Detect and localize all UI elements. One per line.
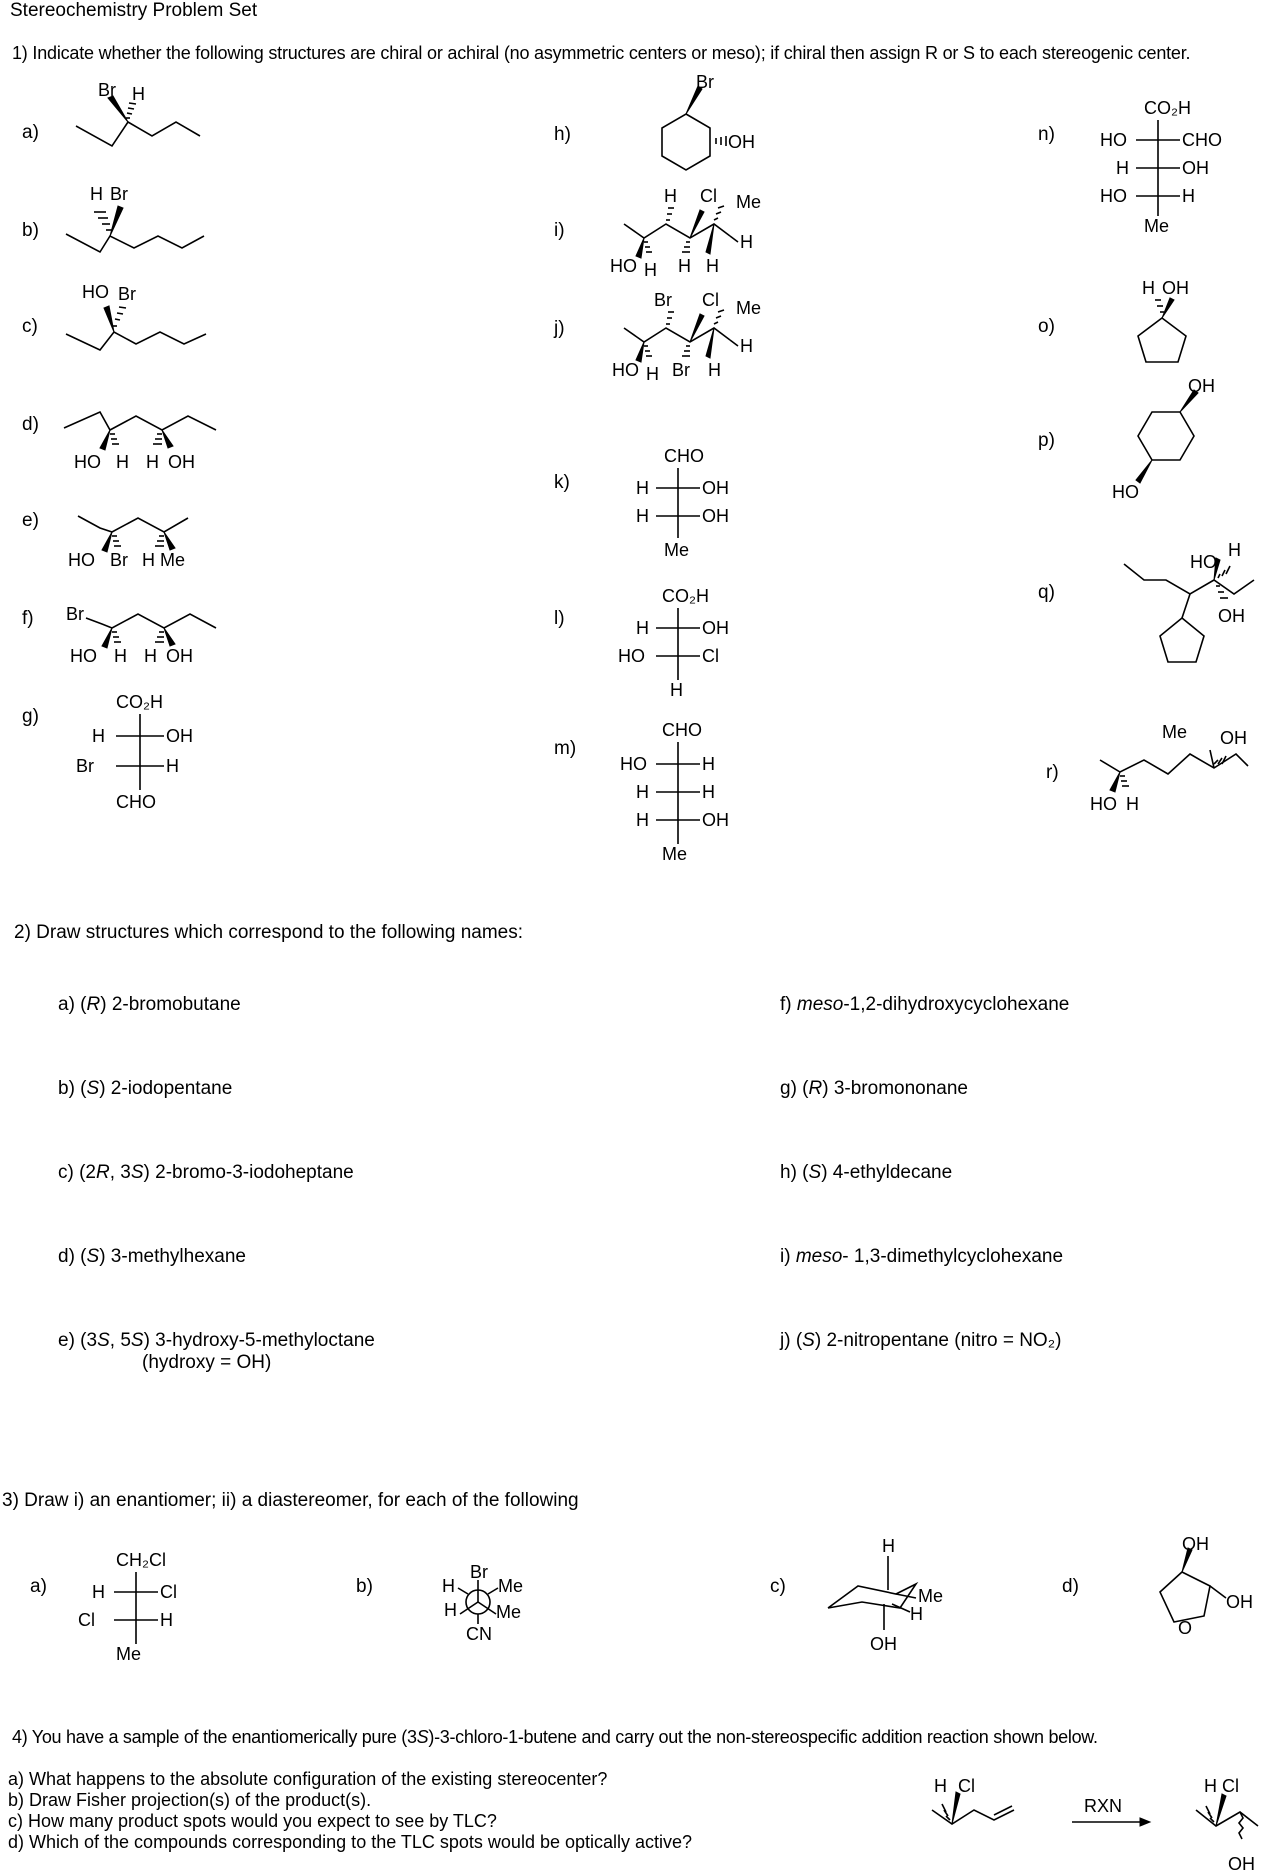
q1-prompt: 1) Indicate whether the following structures are chiral or achiral (no asymmetric centers or meso); if chiral then assign R or S to each stereogenic center.: [12, 43, 1191, 63]
q3-b-me1: Me: [498, 1576, 524, 1596]
q4-question: b) Draw Fisher projection(s) of the product(s).: [8, 1790, 372, 1810]
q3-c-h2: H: [910, 1604, 923, 1624]
structure-m-r1r: H: [702, 754, 715, 774]
structure-i-h-top: H: [664, 186, 677, 206]
structure-k-r2r: OH: [702, 506, 729, 526]
structure-c-br: Br: [118, 284, 136, 304]
q1-label-f: f): [22, 608, 34, 629]
q3-b-me2: Me: [496, 1602, 522, 1622]
structure-i-h-right: H: [740, 232, 753, 252]
q4-arrow-label: RXN: [1084, 1796, 1123, 1816]
structure-l-top: CO₂H: [662, 586, 709, 606]
structure-i-h-b2: H: [644, 260, 657, 280]
q3-label-d: d): [1062, 1576, 1079, 1597]
structure-f-ho: HO: [70, 646, 97, 666]
structure-e-h: H: [142, 550, 155, 570]
q1-label-r: r): [1046, 762, 1059, 783]
q4-reactant-cl: Cl: [958, 1776, 975, 1796]
structure-e: [60, 500, 220, 570]
q1-label-l: l): [554, 608, 565, 629]
q2-item: e) (3S, 5S) 3-hydroxy-5-methyloctane (hydroxy = OH): [58, 1330, 375, 1373]
structure-b-h: H: [90, 184, 103, 204]
structure-j: [610, 284, 780, 384]
structure-r-oh: OH: [1220, 728, 1247, 748]
structure-c-ho: HO: [82, 282, 109, 302]
structure-o-h: H: [1142, 278, 1155, 298]
q1-label-q: q): [1038, 582, 1055, 603]
structure-f-h2: H: [144, 646, 157, 666]
structure-n-r2l: H: [1116, 158, 1129, 178]
structure-d: [60, 404, 220, 474]
q4-product-cl: Cl: [1222, 1776, 1239, 1796]
structure-n-r3r: H: [1182, 186, 1195, 206]
structure-n-r1r: CHO: [1182, 130, 1222, 150]
structure-d-ho: HO: [74, 452, 101, 472]
q2-item: a) (R) 2-bromobutane: [58, 994, 241, 1015]
structure-m-top: CHO: [662, 720, 702, 740]
structure-a: [70, 80, 210, 160]
structure-g-r2l: Br: [76, 756, 94, 776]
q3-b-br: Br: [470, 1562, 488, 1582]
structure-m-r3r: OH: [702, 810, 729, 830]
structure-r-h: H: [1126, 794, 1139, 814]
q3-d-oh1: OH: [1182, 1534, 1209, 1554]
q1-label-d: d): [22, 414, 39, 435]
structure-g-top: CO₂H: [116, 692, 163, 712]
structure-i-cl: Cl: [700, 186, 717, 206]
q4-question: d) Which of the compounds corresponding to the TLC spots would be optically active?: [8, 1832, 693, 1852]
structure-l-r1l: H: [636, 618, 649, 638]
q3-structure-d: [1130, 1536, 1270, 1646]
q1-label-o: o): [1038, 316, 1055, 337]
q1-label-h: h): [554, 124, 571, 145]
structure-m-r2r: H: [702, 782, 715, 802]
q3-a-top: CH₂Cl: [116, 1550, 166, 1570]
q3-structure-a: [70, 1546, 200, 1676]
q1-label-p: p): [1038, 430, 1055, 451]
structure-i-h-b3: H: [678, 256, 691, 276]
q4-product-oh: OH: [1228, 1854, 1255, 1874]
structure-j-h-right: H: [740, 336, 753, 356]
structure-j-h-b4: H: [708, 360, 721, 380]
q3-label-b: b): [356, 1576, 373, 1597]
q4-question: c) How many product spots would you expect to see by TLC?: [8, 1811, 497, 1831]
structure-p: [1090, 376, 1220, 506]
structure-j-br-bottom: Br: [672, 360, 690, 380]
q4-prompt: 4) You have a sample of the enantiomerically pure (3S)-3-chloro-1-butene and carry out the non-stereospecific addition reaction shown below.: [12, 1727, 1098, 1747]
q3-a-bottom: Me: [116, 1644, 142, 1664]
q3-d-oh2: OH: [1226, 1592, 1253, 1612]
q2-item: g) (R) 3-bromononane: [780, 1078, 968, 1099]
q4-reactant-h: H: [934, 1776, 947, 1796]
structure-p-oh: OH: [1188, 376, 1215, 396]
q3-c-h: H: [882, 1536, 895, 1556]
page-title: Stereochemistry Problem Set: [10, 0, 258, 21]
structure-k: [630, 442, 760, 562]
structure-f-h1: H: [114, 646, 127, 666]
structure-r: [1090, 720, 1260, 820]
q1-label-i: i): [554, 220, 565, 241]
structure-h-br: Br: [696, 72, 714, 92]
structure-a-br: Br: [98, 80, 116, 100]
structure-c: [60, 276, 210, 356]
q4-arrow: [1070, 1792, 1170, 1832]
structure-i-me: Me: [736, 192, 762, 212]
structure-n-r1l: HO: [1100, 130, 1127, 150]
structure-n-top: CO₂H: [1144, 98, 1191, 118]
structure-m-r1l: HO: [620, 754, 647, 774]
structure-o-oh: OH: [1162, 278, 1189, 298]
structure-n: [1090, 94, 1240, 244]
structure-n-r3l: HO: [1100, 186, 1127, 206]
q3-a-r2l: Cl: [78, 1610, 95, 1630]
structure-m-r2l: H: [636, 782, 649, 802]
structure-f: [60, 598, 220, 668]
structure-m-r3l: H: [636, 810, 649, 830]
structure-g-r1l: H: [92, 726, 105, 746]
structure-q-h: H: [1228, 540, 1241, 560]
q3-c-me: Me: [918, 1586, 944, 1606]
structure-f-br: Br: [66, 604, 84, 624]
q2-item: f) meso-1,2-dihydroxycyclohexane: [780, 994, 1070, 1015]
q1-label-a: a): [22, 122, 39, 143]
structure-f-oh: OH: [166, 646, 193, 666]
structure-k-top: CHO: [664, 446, 704, 466]
q3-a-r1r: Cl: [160, 1582, 177, 1602]
structure-g-r1r: OH: [166, 726, 193, 746]
q3-b-h1: H: [442, 1576, 455, 1596]
q4-question: a) What happens to the absolute configuration of the existing stereocenter?: [8, 1769, 608, 1789]
structure-l: [610, 584, 750, 704]
structure-j-br-top: Br: [654, 290, 672, 310]
q3-b-h2: H: [444, 1600, 457, 1620]
q3-structure-c: [810, 1534, 980, 1654]
q1-label-j: j): [554, 318, 565, 339]
q3-c-oh: OH: [870, 1634, 897, 1654]
q4-product-h: H: [1204, 1776, 1217, 1796]
q1-label-n: n): [1038, 124, 1055, 145]
structure-g: [60, 690, 193, 820]
structure-o: [1110, 276, 1220, 376]
q1-label-e: e): [22, 510, 39, 531]
q2-item: j) (S) 2-nitropentane (nitro = NO₂): [780, 1330, 1062, 1351]
structure-n-r2r: OH: [1182, 158, 1209, 178]
q4-reactant: [920, 1770, 1040, 1850]
q3-d-o: O: [1178, 1618, 1193, 1638]
structure-d-h1: H: [116, 452, 129, 472]
structure-d-h2: H: [146, 452, 159, 472]
structure-m: [610, 718, 750, 868]
q3-a-r1l: H: [92, 1582, 105, 1602]
structure-l-bottom: H: [670, 680, 683, 700]
q2-item: c) (2R, 3S) 2-bromo-3-iodoheptane: [58, 1162, 354, 1183]
q3-b-cn: CN: [466, 1624, 492, 1644]
q2-item-note: (hydroxy = OH): [142, 1352, 272, 1373]
q1-label-k: k): [554, 472, 570, 493]
structure-k-r1l: H: [636, 478, 649, 498]
structure-g-bottom: CHO: [116, 792, 156, 812]
structure-n-bottom: Me: [1144, 216, 1170, 236]
structure-q: [1110, 540, 1270, 690]
structure-d-oh: OH: [168, 452, 195, 472]
structure-b: [60, 180, 210, 260]
structure-k-bottom: Me: [664, 540, 690, 560]
structure-l-r1r: OH: [702, 618, 729, 638]
q1-label-c: c): [22, 316, 38, 337]
q3-structure-b: [430, 1550, 540, 1650]
structure-m-bottom: Me: [662, 844, 688, 864]
q3-a-r2r: H: [160, 1610, 173, 1630]
structure-b-br: Br: [110, 184, 128, 204]
structure-h-oh: OH: [728, 132, 755, 152]
structure-h: [630, 74, 770, 184]
q3-label-a: a): [30, 1576, 47, 1597]
structure-e-br: Br: [110, 550, 128, 570]
q4-product: [1190, 1770, 1280, 1874]
structure-k-r1r: OH: [702, 478, 729, 498]
structure-e-ho: HO: [68, 550, 95, 570]
structure-p-ho: HO: [1112, 482, 1139, 502]
q2-item: d) (S) 3-methylhexane: [58, 1246, 246, 1267]
structure-k-r2l: H: [636, 506, 649, 526]
structure-q-oh: OH: [1218, 606, 1245, 626]
structure-r-me: Me: [1162, 722, 1188, 742]
structure-i-ho: HO: [610, 256, 637, 276]
structure-j-h: H: [646, 364, 659, 384]
structure-q-ho: HO: [1190, 552, 1217, 572]
q2-item: h) (S) 4-ethyldecane: [780, 1162, 953, 1183]
q1-label-g: g): [22, 706, 39, 727]
structure-i-h-b4: H: [706, 256, 719, 276]
structure-j-ho: HO: [612, 360, 639, 380]
q2-item: b) (S) 2-iodopentane: [58, 1078, 233, 1099]
q1-label-b: b): [22, 220, 39, 241]
structure-i: [610, 180, 780, 280]
structure-j-me: Me: [736, 298, 762, 318]
structure-e-me: Me: [160, 550, 186, 570]
q2-item: i) meso- 1,3-dimethylcyclohexane: [780, 1246, 1064, 1267]
structure-l-r2r: Cl: [702, 646, 719, 666]
q1-label-m: m): [554, 738, 577, 759]
structure-a-h: H: [132, 84, 145, 104]
structure-g-r2r: H: [166, 756, 179, 776]
q3-prompt: 3) Draw i) an enantiomer; ii) a diastereomer, for each of the following: [2, 1490, 579, 1511]
q3-label-c: c): [770, 1576, 786, 1597]
q2-prompt: 2) Draw structures which correspond to the following names:: [14, 922, 524, 943]
structure-j-cl: Cl: [702, 290, 719, 310]
structure-l-r2l: HO: [618, 646, 645, 666]
structure-r-ho: HO: [1090, 794, 1117, 814]
